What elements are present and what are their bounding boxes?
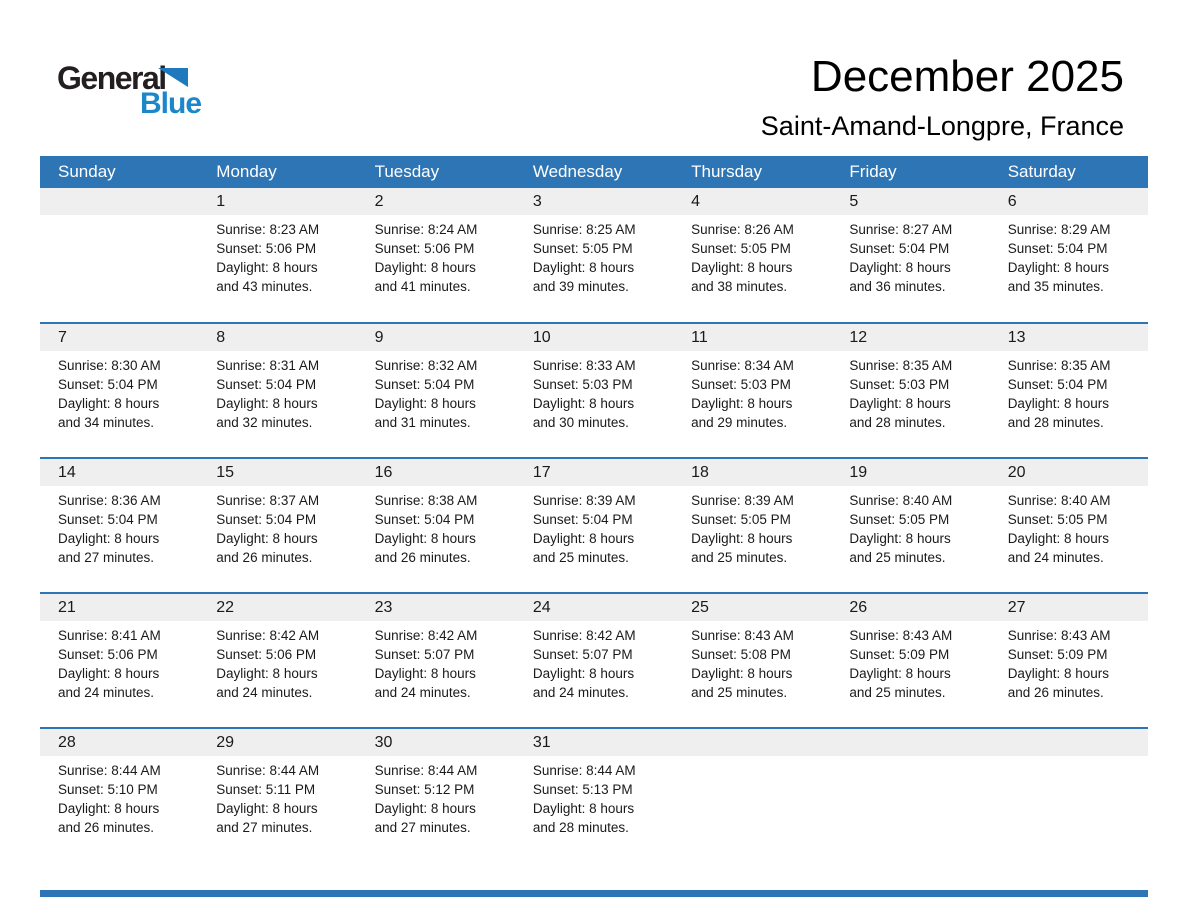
daylight-text-line2: and 30 minutes. bbox=[532, 415, 629, 430]
day-cell-1 bbox=[198, 188, 356, 323]
day-number: 23 bbox=[357, 594, 515, 621]
day-number: 20 bbox=[990, 459, 1148, 486]
day-number: 5 bbox=[831, 188, 989, 215]
day-info bbox=[515, 215, 673, 296]
day-info bbox=[198, 486, 356, 567]
day-info bbox=[357, 621, 515, 702]
daylight-text-line1: Daylight: 8 hours bbox=[849, 260, 951, 275]
sunrise-text: Sunrise: 8:34 AM bbox=[691, 358, 794, 373]
day-cell-27 bbox=[990, 593, 1148, 728]
sunrise-text: Sunrise: 8:23 AM bbox=[216, 222, 320, 237]
day-cell-5 bbox=[831, 188, 989, 323]
calendar-body bbox=[40, 188, 1148, 863]
daylight-text-line1: Daylight: 8 hours bbox=[216, 260, 318, 275]
sunset-text: Sunset: 5:03 PM bbox=[849, 377, 950, 392]
daylight-text-line1: Daylight: 8 hours bbox=[216, 801, 318, 816]
daylight-text-line2: and 24 minutes. bbox=[1007, 550, 1104, 565]
day-cell-29 bbox=[198, 728, 356, 863]
day-cell-13 bbox=[990, 323, 1148, 458]
daylight-text-line1: Daylight: 8 hours bbox=[374, 801, 476, 816]
daylight-text-line1: Daylight: 8 hours bbox=[532, 396, 635, 411]
day-number: 10 bbox=[515, 324, 673, 351]
day-number: 9 bbox=[357, 324, 515, 351]
title-block bbox=[761, 52, 1124, 144]
daylight-text-line2: and 38 minutes. bbox=[691, 279, 788, 294]
sunset-text: Sunset: 5:06 PM bbox=[58, 647, 158, 662]
day-cell-22 bbox=[198, 593, 356, 728]
sunrise-text: Sunrise: 8:39 AM bbox=[532, 493, 636, 508]
daylight-text-line1: Daylight: 8 hours bbox=[374, 666, 476, 681]
general-blue-logo bbox=[57, 60, 202, 120]
day-info bbox=[673, 621, 831, 702]
sunset-text: Sunset: 5:04 PM bbox=[58, 377, 158, 392]
day-number: 28 bbox=[40, 729, 198, 756]
day-number: 4 bbox=[673, 188, 831, 215]
day-number: 8 bbox=[198, 324, 356, 351]
daylight-text-line1: Daylight: 8 hours bbox=[532, 801, 635, 816]
day-number: 19 bbox=[831, 459, 989, 486]
day-cell-11 bbox=[673, 323, 831, 458]
daylight-text-line2: and 26 minutes. bbox=[58, 820, 155, 835]
daylight-text-line1: Daylight: 8 hours bbox=[691, 260, 793, 275]
daylight-text-line1: Daylight: 8 hours bbox=[58, 666, 160, 681]
day-number-empty bbox=[990, 729, 1148, 756]
logo-text-general: General bbox=[57, 60, 166, 96]
sunset-text: Sunset: 5:05 PM bbox=[849, 512, 950, 527]
sunrise-text: Sunrise: 8:27 AM bbox=[849, 222, 953, 237]
sunset-text: Sunset: 5:12 PM bbox=[374, 782, 475, 797]
daylight-text-line2: and 28 minutes. bbox=[532, 820, 629, 835]
day-info bbox=[515, 351, 673, 432]
daylight-text-line1: Daylight: 8 hours bbox=[374, 260, 476, 275]
day-cell-3 bbox=[515, 188, 673, 323]
day-cell-26 bbox=[831, 593, 989, 728]
day-cell-17 bbox=[515, 458, 673, 593]
sunrise-text: Sunrise: 8:41 AM bbox=[58, 628, 161, 643]
daylight-text-line2: and 28 minutes. bbox=[1007, 415, 1104, 430]
daylight-text-line2: and 29 minutes. bbox=[691, 415, 788, 430]
daylight-text-line2: and 34 minutes. bbox=[58, 415, 155, 430]
sunrise-text: Sunrise: 8:42 AM bbox=[532, 628, 636, 643]
sunset-text: Sunset: 5:04 PM bbox=[374, 377, 475, 392]
day-cell-24 bbox=[515, 593, 673, 728]
weekday-header-wednesday: Wednesday bbox=[532, 162, 623, 181]
day-cell-empty bbox=[40, 188, 198, 323]
daylight-text-line2: and 24 minutes. bbox=[532, 685, 629, 700]
sunrise-text: Sunrise: 8:35 AM bbox=[1007, 358, 1111, 373]
day-info bbox=[515, 621, 673, 702]
daylight-text-line1: Daylight: 8 hours bbox=[849, 396, 951, 411]
day-number: 1 bbox=[198, 188, 356, 215]
day-number: 2 bbox=[357, 188, 515, 215]
sunset-text: Sunset: 5:03 PM bbox=[532, 377, 633, 392]
day-info bbox=[831, 351, 989, 432]
day-cell-2 bbox=[357, 188, 515, 323]
day-number: 26 bbox=[831, 594, 989, 621]
day-info bbox=[40, 621, 198, 702]
day-number: 17 bbox=[515, 459, 673, 486]
day-info bbox=[198, 756, 356, 837]
day-cell-28 bbox=[40, 728, 198, 863]
daylight-text-line1: Daylight: 8 hours bbox=[849, 666, 951, 681]
daylight-text-line2: and 25 minutes. bbox=[532, 550, 629, 565]
daylight-text-line1: Daylight: 8 hours bbox=[1007, 666, 1109, 681]
sunset-text: Sunset: 5:04 PM bbox=[216, 512, 317, 527]
week-row-3 bbox=[40, 458, 1148, 593]
sunrise-text: Sunrise: 8:35 AM bbox=[849, 358, 953, 373]
daylight-text-line2: and 27 minutes. bbox=[216, 820, 313, 835]
day-info bbox=[198, 621, 356, 702]
day-number: 3 bbox=[515, 188, 673, 215]
day-number: 6 bbox=[990, 188, 1148, 215]
day-number: 22 bbox=[198, 594, 356, 621]
day-info bbox=[673, 215, 831, 296]
sunset-text: Sunset: 5:08 PM bbox=[691, 647, 791, 662]
sunrise-text: Sunrise: 8:24 AM bbox=[374, 222, 478, 237]
location-subtitle: Saint-Amand-Longpre, France bbox=[760, 110, 1124, 141]
day-number: 27 bbox=[990, 594, 1148, 621]
day-cell-18 bbox=[673, 458, 831, 593]
sunset-text: Sunset: 5:04 PM bbox=[374, 512, 475, 527]
sunrise-text: Sunrise: 8:30 AM bbox=[58, 358, 161, 373]
day-info bbox=[40, 756, 198, 837]
sunset-text: Sunset: 5:05 PM bbox=[691, 241, 791, 256]
day-info bbox=[990, 351, 1148, 432]
day-info bbox=[831, 621, 989, 702]
day-number: 31 bbox=[515, 729, 673, 756]
daylight-text-line2: and 28 minutes. bbox=[849, 415, 946, 430]
daylight-text-line2: and 24 minutes. bbox=[58, 685, 155, 700]
day-info bbox=[40, 351, 198, 432]
weekday-header-sunday: Sunday bbox=[58, 162, 116, 181]
daylight-text-line1: Daylight: 8 hours bbox=[58, 531, 160, 546]
day-cell-23 bbox=[357, 593, 515, 728]
week-row-4 bbox=[40, 593, 1148, 728]
daylight-text-line2: and 32 minutes. bbox=[216, 415, 313, 430]
day-info bbox=[673, 351, 831, 432]
day-number: 12 bbox=[831, 324, 989, 351]
day-info bbox=[198, 351, 356, 432]
weekday-header-tuesday: Tuesday bbox=[374, 162, 440, 181]
day-number: 24 bbox=[515, 594, 673, 621]
sunrise-text: Sunrise: 8:43 AM bbox=[1007, 628, 1111, 643]
daylight-text-line2: and 25 minutes. bbox=[691, 550, 788, 565]
sunset-text: Sunset: 5:04 PM bbox=[1007, 377, 1108, 392]
sunrise-text: Sunrise: 8:40 AM bbox=[849, 493, 953, 508]
sunrise-text: Sunrise: 8:26 AM bbox=[691, 222, 794, 237]
sunset-text: Sunset: 5:09 PM bbox=[1007, 647, 1108, 662]
day-number: 11 bbox=[673, 324, 831, 351]
sunset-text: Sunset: 5:04 PM bbox=[216, 377, 317, 392]
daylight-text-line1: Daylight: 8 hours bbox=[374, 396, 476, 411]
daylight-text-line2: and 27 minutes. bbox=[374, 820, 471, 835]
day-info bbox=[673, 486, 831, 567]
daylight-text-line1: Daylight: 8 hours bbox=[1007, 396, 1109, 411]
sunrise-text: Sunrise: 8:40 AM bbox=[1007, 493, 1111, 508]
sunrise-text: Sunrise: 8:32 AM bbox=[374, 358, 478, 373]
daylight-text-line2: and 31 minutes. bbox=[374, 415, 471, 430]
day-info bbox=[990, 215, 1148, 296]
daylight-text-line2: and 43 minutes. bbox=[216, 279, 313, 294]
sunset-text: Sunset: 5:05 PM bbox=[532, 241, 633, 256]
sunset-text: Sunset: 5:07 PM bbox=[532, 647, 633, 662]
day-info bbox=[198, 215, 356, 296]
daylight-text-line1: Daylight: 8 hours bbox=[216, 666, 318, 681]
weekday-header-saturday: Saturday bbox=[1007, 162, 1076, 181]
daylight-text-line1: Daylight: 8 hours bbox=[216, 396, 318, 411]
daylight-text-line2: and 41 minutes. bbox=[374, 279, 471, 294]
week-row-5 bbox=[40, 728, 1148, 863]
daylight-text-line2: and 26 minutes. bbox=[216, 550, 313, 565]
day-number: 15 bbox=[198, 459, 356, 486]
day-info bbox=[515, 756, 673, 837]
weekday-header-thursday: Thursday bbox=[691, 162, 762, 181]
daylight-text-line1: Daylight: 8 hours bbox=[532, 260, 635, 275]
day-cell-20 bbox=[990, 458, 1148, 593]
day-cell-12 bbox=[831, 323, 989, 458]
sunrise-text: Sunrise: 8:38 AM bbox=[374, 493, 478, 508]
day-cell-19 bbox=[831, 458, 989, 593]
day-cell-31 bbox=[515, 728, 673, 863]
logo-text-blue: Blue bbox=[140, 87, 202, 120]
daylight-text-line1: Daylight: 8 hours bbox=[1007, 260, 1109, 275]
sunrise-text: Sunrise: 8:42 AM bbox=[216, 628, 320, 643]
day-cell-6 bbox=[990, 188, 1148, 323]
day-cell-15 bbox=[198, 458, 356, 593]
day-cell-9 bbox=[357, 323, 515, 458]
daylight-text-line1: Daylight: 8 hours bbox=[1007, 531, 1109, 546]
day-cell-21 bbox=[40, 593, 198, 728]
daylight-text-line1: Daylight: 8 hours bbox=[532, 531, 635, 546]
sunset-text: Sunset: 5:03 PM bbox=[691, 377, 791, 392]
sunset-text: Sunset: 5:11 PM bbox=[216, 782, 316, 797]
calendar-table bbox=[40, 156, 1148, 863]
day-cell-25 bbox=[673, 593, 831, 728]
sunset-text: Sunset: 5:06 PM bbox=[216, 241, 317, 256]
day-cell-7 bbox=[40, 323, 198, 458]
daylight-text-line2: and 25 minutes. bbox=[849, 550, 946, 565]
day-cell-30 bbox=[357, 728, 515, 863]
sunrise-text: Sunrise: 8:39 AM bbox=[691, 493, 794, 508]
day-cell-empty bbox=[990, 728, 1148, 863]
daylight-text-line2: and 35 minutes. bbox=[1007, 279, 1104, 294]
sunset-text: Sunset: 5:04 PM bbox=[849, 241, 950, 256]
day-info bbox=[990, 621, 1148, 702]
sunrise-text: Sunrise: 8:31 AM bbox=[216, 358, 320, 373]
sunrise-text: Sunrise: 8:44 AM bbox=[532, 763, 636, 778]
daylight-text-line1: Daylight: 8 hours bbox=[216, 531, 318, 546]
daylight-text-line2: and 39 minutes. bbox=[532, 279, 629, 294]
day-number: 18 bbox=[673, 459, 831, 486]
day-number: 25 bbox=[673, 594, 831, 621]
daylight-text-line1: Daylight: 8 hours bbox=[374, 531, 476, 546]
sunrise-text: Sunrise: 8:42 AM bbox=[374, 628, 478, 643]
day-number-empty bbox=[40, 188, 198, 215]
weekday-header-row bbox=[40, 156, 1148, 188]
sunrise-text: Sunrise: 8:33 AM bbox=[532, 358, 636, 373]
day-number: 13 bbox=[990, 324, 1148, 351]
daylight-text-line2: and 24 minutes. bbox=[374, 685, 471, 700]
daylight-text-line2: and 27 minutes. bbox=[58, 550, 155, 565]
sunset-text: Sunset: 5:09 PM bbox=[849, 647, 950, 662]
day-info bbox=[357, 486, 515, 567]
sunset-text: Sunset: 5:04 PM bbox=[1007, 241, 1108, 256]
day-info bbox=[357, 215, 515, 296]
daylight-text-line1: Daylight: 8 hours bbox=[58, 801, 160, 816]
day-info bbox=[357, 756, 515, 837]
week-row-1 bbox=[40, 188, 1148, 323]
weekday-header-friday: Friday bbox=[849, 162, 897, 181]
day-cell-16 bbox=[357, 458, 515, 593]
day-info bbox=[990, 486, 1148, 567]
sunrise-text: Sunrise: 8:44 AM bbox=[58, 763, 161, 778]
footer-accent-bar bbox=[40, 890, 1148, 897]
sunset-text: Sunset: 5:10 PM bbox=[58, 782, 158, 797]
day-cell-4 bbox=[673, 188, 831, 323]
daylight-text-line1: Daylight: 8 hours bbox=[532, 666, 635, 681]
sunrise-text: Sunrise: 8:37 AM bbox=[216, 493, 320, 508]
day-number: 7 bbox=[40, 324, 198, 351]
day-number: 30 bbox=[357, 729, 515, 756]
sunset-text: Sunset: 5:07 PM bbox=[374, 647, 475, 662]
sunset-text: Sunset: 5:05 PM bbox=[1007, 512, 1108, 527]
day-cell-8 bbox=[198, 323, 356, 458]
daylight-text-line1: Daylight: 8 hours bbox=[849, 531, 951, 546]
daylight-text-line2: and 36 minutes. bbox=[849, 279, 946, 294]
sunset-text: Sunset: 5:06 PM bbox=[374, 241, 475, 256]
daylight-text-line2: and 26 minutes. bbox=[1007, 685, 1104, 700]
day-info bbox=[831, 215, 989, 296]
day-info bbox=[831, 486, 989, 567]
weekday-header-monday: Monday bbox=[216, 162, 277, 181]
page-title: December 2025 bbox=[810, 52, 1124, 101]
sunset-text: Sunset: 5:05 PM bbox=[691, 512, 791, 527]
daylight-text-line1: Daylight: 8 hours bbox=[691, 666, 793, 681]
daylight-text-line2: and 25 minutes. bbox=[691, 685, 788, 700]
day-number: 29 bbox=[198, 729, 356, 756]
sunrise-text: Sunrise: 8:43 AM bbox=[691, 628, 794, 643]
calendar-table-wrap bbox=[40, 156, 1148, 863]
day-cell-empty bbox=[831, 728, 989, 863]
sunrise-text: Sunrise: 8:29 AM bbox=[1007, 222, 1111, 237]
day-number: 16 bbox=[357, 459, 515, 486]
day-info bbox=[515, 486, 673, 567]
sunset-text: Sunset: 5:04 PM bbox=[532, 512, 633, 527]
sunrise-text: Sunrise: 8:43 AM bbox=[849, 628, 953, 643]
daylight-text-line1: Daylight: 8 hours bbox=[58, 396, 160, 411]
day-cell-empty bbox=[673, 728, 831, 863]
sunrise-text: Sunrise: 8:44 AM bbox=[216, 763, 320, 778]
week-row-2 bbox=[40, 323, 1148, 458]
sunset-text: Sunset: 5:13 PM bbox=[532, 782, 633, 797]
day-number: 14 bbox=[40, 459, 198, 486]
day-cell-14 bbox=[40, 458, 198, 593]
daylight-text-line2: and 25 minutes. bbox=[849, 685, 946, 700]
daylight-text-line2: and 24 minutes. bbox=[216, 685, 313, 700]
sunrise-text: Sunrise: 8:44 AM bbox=[374, 763, 478, 778]
sunrise-text: Sunrise: 8:25 AM bbox=[532, 222, 636, 237]
daylight-text-line2: and 26 minutes. bbox=[374, 550, 471, 565]
daylight-text-line1: Daylight: 8 hours bbox=[691, 396, 793, 411]
day-info bbox=[357, 351, 515, 432]
sunset-text: Sunset: 5:06 PM bbox=[216, 647, 317, 662]
sunrise-text: Sunrise: 8:36 AM bbox=[58, 493, 161, 508]
daylight-text-line1: Daylight: 8 hours bbox=[691, 531, 793, 546]
day-info bbox=[40, 486, 198, 567]
day-cell-10 bbox=[515, 323, 673, 458]
day-number-empty bbox=[831, 729, 989, 756]
day-number-empty bbox=[673, 729, 831, 756]
day-number: 21 bbox=[40, 594, 198, 621]
sunset-text: Sunset: 5:04 PM bbox=[58, 512, 158, 527]
